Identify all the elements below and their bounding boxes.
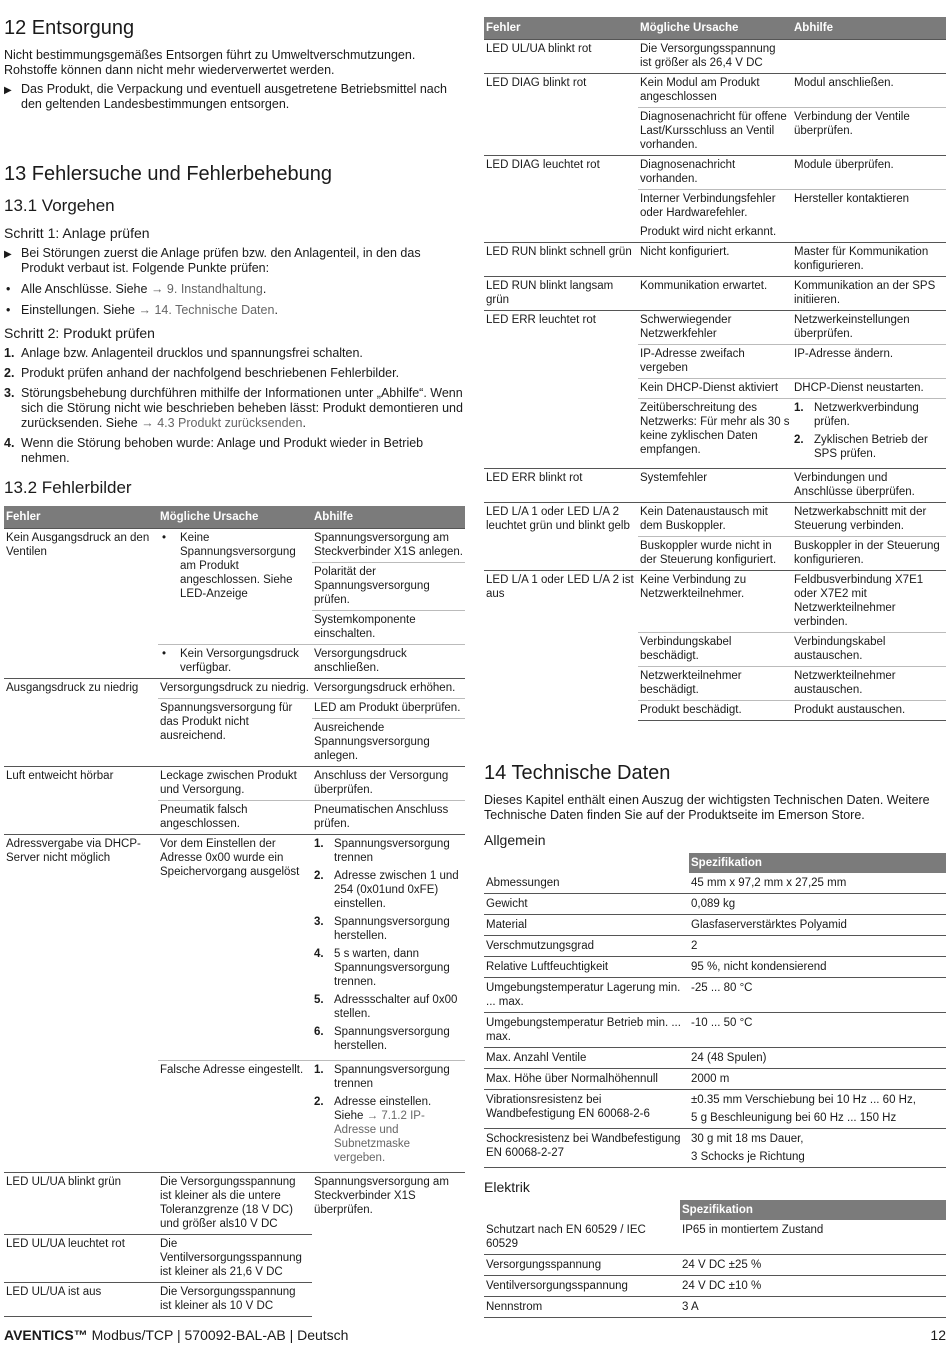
table-header: Mögliche Ursache xyxy=(638,17,792,39)
table-row: Max. Höhe über Normalhöhennull 2000 m xyxy=(484,1068,946,1089)
section-12-text: Nicht bestimmungsgemäßes Entsorgen führt zu Umweltverschmutzungen. Rohstoffe können dann nicht mehr wiederverwertet werden. xyxy=(4,48,416,77)
footer-text: Modbus/TCP | 570092-BAL-AB | Deutsch xyxy=(87,1327,349,1343)
step-1-action: ▶ Bei Störungen zuerst die Anlage prüfen bzw. den Anlagenteil, in den das Produkt verbaut ist. Folgende Punkte prüfen: xyxy=(4,246,465,276)
step-2-title: Schritt 2: Produkt prüfen xyxy=(4,325,155,341)
brand-name: AVENTICS™ xyxy=(4,1327,88,1343)
cross-reference-link[interactable]: → 14. Technische Daten xyxy=(138,303,275,317)
left-column xyxy=(4,14,465,1317)
cross-reference-link[interactable]: → 9. Instandhaltung xyxy=(150,282,263,296)
section-14-text: Dieses Kapitel enthält einen Auszug der wichtigsten Technischen Daten. Weitere Technische Daten finden Sie auf der Produktseite im Emerson Store. xyxy=(484,792,930,822)
cross-reference-link[interactable]: → 4.3 Produkt zurücksenden xyxy=(141,416,303,430)
step-2-item: 4. Wenn die Störung behoben wurde: Anlage und Produkt wieder in Betrieb nehmen. xyxy=(4,436,424,465)
table-row: Kein Ausgangsdruck an den Ventilen • Keine Spannungsversorgung am Produkt angeschlossen. Siehe LED-Anzeige Spannungsversorgung am Steckverbinder X1S anlegen. xyxy=(4,528,465,562)
table-row: Vibrationsresistenz bei Wandbefestigung EN 60068-2-6 ±0.35 mm Verschiebung bei 10 Hz ... 60 Hz, 5 g Beschleunigung bei 60 Hz ... 150 Hz xyxy=(484,1089,946,1128)
table-row: LED UL/UA leuchtet rot Die Ventilversorgungsspannung ist kleiner als 21,6 V DC xyxy=(4,1234,465,1282)
table-row: Zeitüberschreitung des Netzwerks: Für mehr als 30 s keine zyklischen Daten empfangen. 1. Netzwerkverbindung prüfen. 2. Zyklischen Betrieb der SPS prüfen. xyxy=(640,401,928,460)
table-row: Material Glasfaserverstärktes Polyamid xyxy=(484,914,946,935)
section-14-title: 14 Technische Daten xyxy=(484,761,671,784)
table-row: LED RUN blinkt schnell grün Nicht konfiguriert. Master für Kommunikation konfigurieren. xyxy=(484,242,946,276)
table-header: Spezifikation xyxy=(680,1200,946,1220)
table-row: Systemkomponente einschalten. xyxy=(4,610,465,644)
electric-spec-table xyxy=(484,1200,946,1318)
table-row: Relative Luftfeuchtigkeit 95 %, nicht kondensierend xyxy=(484,956,946,977)
table-row: Luft entweicht hörbar Leckage zwischen Produkt und Versorgung. Anschluss der Versorgung überprüfen. xyxy=(4,766,465,800)
table-row: Produkt wird nicht erkannt. xyxy=(640,225,777,238)
step-2-item: 1. Anlage bzw. Anlagenteil drucklos und spannungsfrei schalten. xyxy=(4,346,363,360)
error-table-left xyxy=(4,506,465,1317)
table-row: Adressvergabe via DHCP-Server nicht möglich Vor dem Einstellen der Adresse 0x00 wurde ein Speichervorgang ausgelöst 1. Spannungsversorgung trennen 2. Adresse zwischen 1 und 254 (0x01und 0xFE) einstellen. 3. Spannungsversorgung herstellen. 4. 5 s warten, dann Spannungsversorgung trennen. 5. Adressschalter auf 0x00 stellen. 6. Spannungsversorgung herstellen. xyxy=(4,834,465,1060)
table-row: Polarität der Spannungsversorgung prüfen. xyxy=(4,562,465,610)
table-row: Netzwerkteilnehmer beschädigt. Netzwerkteilnehmer austauschen. xyxy=(484,666,946,700)
table-row: LED UL/UA blinkt grün Die Versorgungsspannung ist kleiner als die untere Toleranzgrenze (18 V DC) und größer als10 V DC Spannungsversorgung am Steckverbinder X1S überprüfen. xyxy=(4,1172,465,1234)
table-row: Umgebungstemperatur Lagerung min. ... max. -25 ... 80 °C xyxy=(484,977,946,1012)
table-row: Interner Verbindungsfehler oder Hardwarefehler. Hersteller kontaktieren xyxy=(640,192,910,219)
page-footer xyxy=(4,1328,946,1342)
table-row: Max. Anzahl Ventile 24 (48 Spulen) xyxy=(484,1047,946,1068)
step-1-bullet: • Einstellungen. Siehe → 14. Technische Daten. xyxy=(4,303,465,318)
table-row: LED DIAG blinkt rot Kein Modul am Produkt angeschlossen Modul anschließen. xyxy=(484,73,946,107)
section-13-1-title: 13.1 Vorgehen xyxy=(4,196,115,215)
table-row: Nennstrom 3 A xyxy=(484,1296,946,1317)
table-row: LED DIAG leuchtet rot Diagnosenachricht vorhanden. Module überprüfen. xyxy=(484,155,946,189)
general-title: Allgemein xyxy=(484,831,546,848)
table-row: Pneumatik falsch angeschlossen. Pneumatischen Anschluss prüfen. xyxy=(160,803,449,830)
section-13-title: 13 Fehlersuche und Fehlerbehebung xyxy=(4,163,333,185)
step-1-bullet: • Alle Anschlüsse. Siehe → 9. Instandhaltung. xyxy=(4,282,465,297)
table-row: LED UL/UA blinkt rot Die Versorgungsspannung ist größer als 26,4 V DC xyxy=(484,39,946,73)
table-row: Verbindungskabel beschädigt. Verbindungskabel austauschen. xyxy=(484,632,946,666)
table-row: LED ERR leuchtet rot Schwerwiegender Netzwerkfehler Netzwerkeinstellungen überprüfen. xyxy=(484,310,946,344)
table-row: Ausgangsdruck zu niedrig Versorgungsdruck zu niedrig. Versorgungsdruck erhöhen. xyxy=(4,678,465,698)
table-row: Umgebungstemperatur Betrieb min. ... max. -10 ... 50 °C xyxy=(484,1012,946,1047)
table-row: LED UL/UA ist aus Die Versorgungsspannung ist kleiner als 10 V DC xyxy=(4,1282,465,1316)
table-row: LED RUN blinkt langsam grün Kommunikation erwartet. Kommunikation an der SPS initiieren. xyxy=(484,276,946,310)
step-2-item: 3. Störungsbehebung durchführen mithilfe der Informationen unter „Abhilfe“. Wenn sich die Störung nicht wie beschrieben beheben lässt: Produkt demontieren und zurücksenden. Siehe → 4.3 Produkt zurücksenden. xyxy=(4,386,463,430)
table-row: • Kein Versorgungsdruck verfügbar. Versorgungsdruck anschließen. xyxy=(4,644,465,678)
error-table-right xyxy=(484,17,946,721)
table-row: LED L/A 1 oder LED L/A 2 ist aus Keine Verbindung zu Netzwerkteilnehmer. Feldbusverbindung X7E1 oder X7E2 mit Netzwerkteilnehmer verbinden. xyxy=(484,570,946,632)
table-row: Ausreichende Spannungsversorgung anlegen. xyxy=(314,721,430,762)
table-row: LED L/A 1 oder LED L/A 2 leuchtet grün und blinkt gelb Kein Datenaustausch mit dem Buskoppler. Netzwerkabschnitt mit der Steuerung verbinden. xyxy=(484,502,946,536)
right-column xyxy=(484,17,946,1318)
step-2-item: 2. Produkt prüfen anhand der nachfolgend beschriebenen Fehlerbilder. xyxy=(4,366,400,380)
section-12-action: ▶ Das Produkt, die Verpackung und eventuell ausgetretene Betriebsmittel nach den geltenden Landesbestimmungen entsorgen. xyxy=(4,82,465,112)
table-row: Spannungsversorgung für das Produkt nicht ausreichend. LED am Produkt überprüfen. xyxy=(4,698,465,718)
general-spec-table xyxy=(484,853,946,1168)
table-header: Spezifikation xyxy=(689,853,946,873)
table-row: LED ERR blinkt rot Systemfehler Verbindungen und Anschlüsse überprüfen. xyxy=(484,468,946,502)
table-row: Kein DHCP-Dienst aktiviert DHCP-Dienst neustarten. xyxy=(484,378,946,398)
table-row: Schutzart nach EN 60529 / IEC 60529 IP65 in montiertem Zustand xyxy=(484,1220,946,1255)
table-row: Gewicht 0,089 kg xyxy=(484,893,946,914)
electric-title: Elektrik xyxy=(484,1178,530,1195)
table-row: Abmessungen 45 mm x 97,2 mm x 27,25 mm xyxy=(484,873,946,894)
table-header: Fehler xyxy=(484,17,638,39)
cross-reference-link[interactable]: → 7.1.2 IP-Adresse und Subnetzmaske vergeben. xyxy=(334,1109,425,1164)
table-header: Mögliche Ursache xyxy=(158,506,312,528)
section-13-2-title: 13.2 Fehlerbilder xyxy=(4,478,132,497)
table-header: Abhilfe xyxy=(312,506,465,528)
table-row: Ventilversorgungsspannung 24 V DC ±10 % xyxy=(484,1275,946,1296)
page-number: 12 xyxy=(930,1327,946,1343)
table-row: Falsche Adresse eingestellt. 1. Spannungsversorgung trennen 2. Adresse einstellen. Siehe → 7.1.2 IP-Adresse und Subnetzmaske vergeben. xyxy=(160,1063,450,1164)
table-row: Buskoppler wurde nicht in der Steuerung konfiguriert. Buskoppler in der Steuerung konfigurieren. xyxy=(640,539,940,566)
table-row: Versorgungsspannung 24 V DC ±25 % xyxy=(484,1254,946,1275)
table-header: Fehler xyxy=(4,506,158,528)
table-row: Diagnosenachricht für offene Last/Kursschluss an Ventil vorhanden. Verbindung der Ventile überprüfen. xyxy=(640,110,910,151)
table-row: Verschmutzungsgrad 2 xyxy=(484,935,946,956)
section-12-title: 12 Entsorgung xyxy=(4,17,135,39)
table-header: Abhilfe xyxy=(792,17,946,39)
step-1-title: Schritt 1: Anlage prüfen xyxy=(4,225,150,241)
table-row: IP-Adresse zweifach vergeben IP-Adresse ändern. xyxy=(484,344,946,378)
table-row: Schockresistenz bei Wandbefestigung EN 60068-2-27 30 g mit 18 ms Dauer, 3 Schocks je Richtung xyxy=(484,1128,946,1167)
table-row: Produkt beschädigt. Produkt austauschen. xyxy=(484,700,946,720)
